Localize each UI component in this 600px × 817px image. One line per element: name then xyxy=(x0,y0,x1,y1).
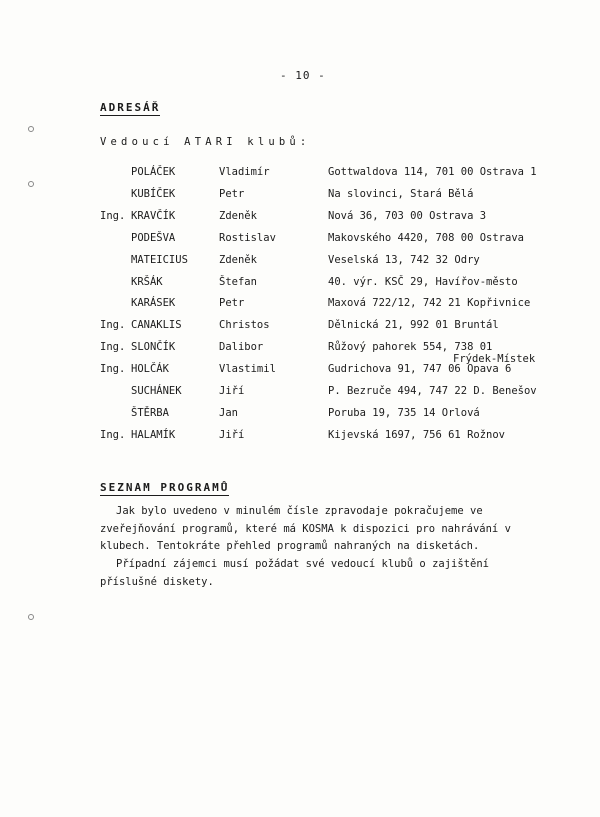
surname: SLONČÍK xyxy=(131,341,176,354)
surname: KRŠÁK xyxy=(131,275,163,288)
first-name: Vlastimil xyxy=(219,363,276,376)
first-name: Petr xyxy=(219,297,245,310)
surname: HOLČÁK xyxy=(131,363,169,376)
surname: PODEŠVA xyxy=(131,231,176,244)
first-name: Jan xyxy=(219,406,238,419)
academic-title: Ing. xyxy=(100,428,126,441)
address: Dělnická 21, 992 01 Bruntál xyxy=(328,319,499,332)
address-line-2: Frýdek-Místek xyxy=(453,353,536,366)
address: 40. výr. KSČ 29, Havířov-město xyxy=(328,275,518,288)
academic-title: Ing. xyxy=(100,341,126,354)
address: Gudrichova 91, 747 06 Opava 6 xyxy=(328,363,512,376)
first-name: Rostislav xyxy=(219,231,276,244)
punch-hole-mark xyxy=(28,126,34,132)
punch-hole-mark xyxy=(28,614,34,620)
first-name: Dalibor xyxy=(219,341,264,354)
program-list-title: SEZNAM PROGRAMŮ xyxy=(100,481,230,494)
address: Kijevská 1697, 756 61 Rožnov xyxy=(328,428,506,441)
first-name: Christos xyxy=(219,319,270,332)
first-name: Vladimír xyxy=(219,166,270,178)
address-book-title: ADRESÁŘ xyxy=(100,101,161,114)
surname: SUCHÁNEK xyxy=(131,385,182,397)
program-paragraph-1: Jak bylo uvedeno v minulém čísle zpravodaje pokračujeme ve zveřejňování programů, které má KOSMA k dispozici pro nahrávání v klubech. Tentokráte přehled programů nahraných na disketách. xyxy=(100,505,511,553)
punch-hole-mark xyxy=(28,181,34,187)
surname: KUBÍČEK xyxy=(131,187,176,200)
page-number: - 10 - xyxy=(280,69,326,82)
first-name: Petr xyxy=(219,187,245,200)
address: Veselská 13, 742 32 Odry xyxy=(328,253,480,266)
academic-title: Ing. xyxy=(100,209,126,222)
surname: KRAVČÍK xyxy=(131,209,176,222)
address-book-intro: Vedoucí ATARI klubů: xyxy=(100,136,311,148)
surname: MATEICIUS xyxy=(131,253,188,266)
first-name: Štefan xyxy=(219,275,257,288)
first-name: Zdeněk xyxy=(219,253,257,266)
address: Makovského 4420, 708 00 Ostrava xyxy=(328,231,524,244)
academic-title: Ing. xyxy=(100,363,126,376)
address: Na slovinci, Stará Bělá xyxy=(328,187,474,200)
first-name: Jiří xyxy=(219,385,245,397)
surname: HALAMÍK xyxy=(131,428,176,441)
address: P. Bezruče 494, 747 22 D. Benešov xyxy=(328,385,537,397)
program-paragraph-2: Případní zájemci musí požádat své vedoucí klubů o zajištění příslušné diskety. xyxy=(100,558,489,588)
first-name: Jiří xyxy=(219,428,245,441)
surname: ŠTĚRBA xyxy=(131,406,169,419)
surname: POLÁČEK xyxy=(131,166,176,178)
address: Maxová 722/12, 742 21 Kopřivnice xyxy=(328,297,531,310)
surname: KARÁSEK xyxy=(131,297,176,310)
first-name: Zdeněk xyxy=(219,209,257,222)
address: Poruba 19, 735 14 Orlová xyxy=(328,406,480,419)
address: Růžový pahorek 554, 738 01 xyxy=(328,341,493,354)
surname: CANAKLIS xyxy=(131,319,182,332)
address: Nová 36, 703 00 Ostrava 3 xyxy=(328,209,487,222)
academic-title: Ing. xyxy=(100,319,126,332)
address: Gottwaldova 114, 701 00 Ostrava 1 xyxy=(328,166,537,178)
